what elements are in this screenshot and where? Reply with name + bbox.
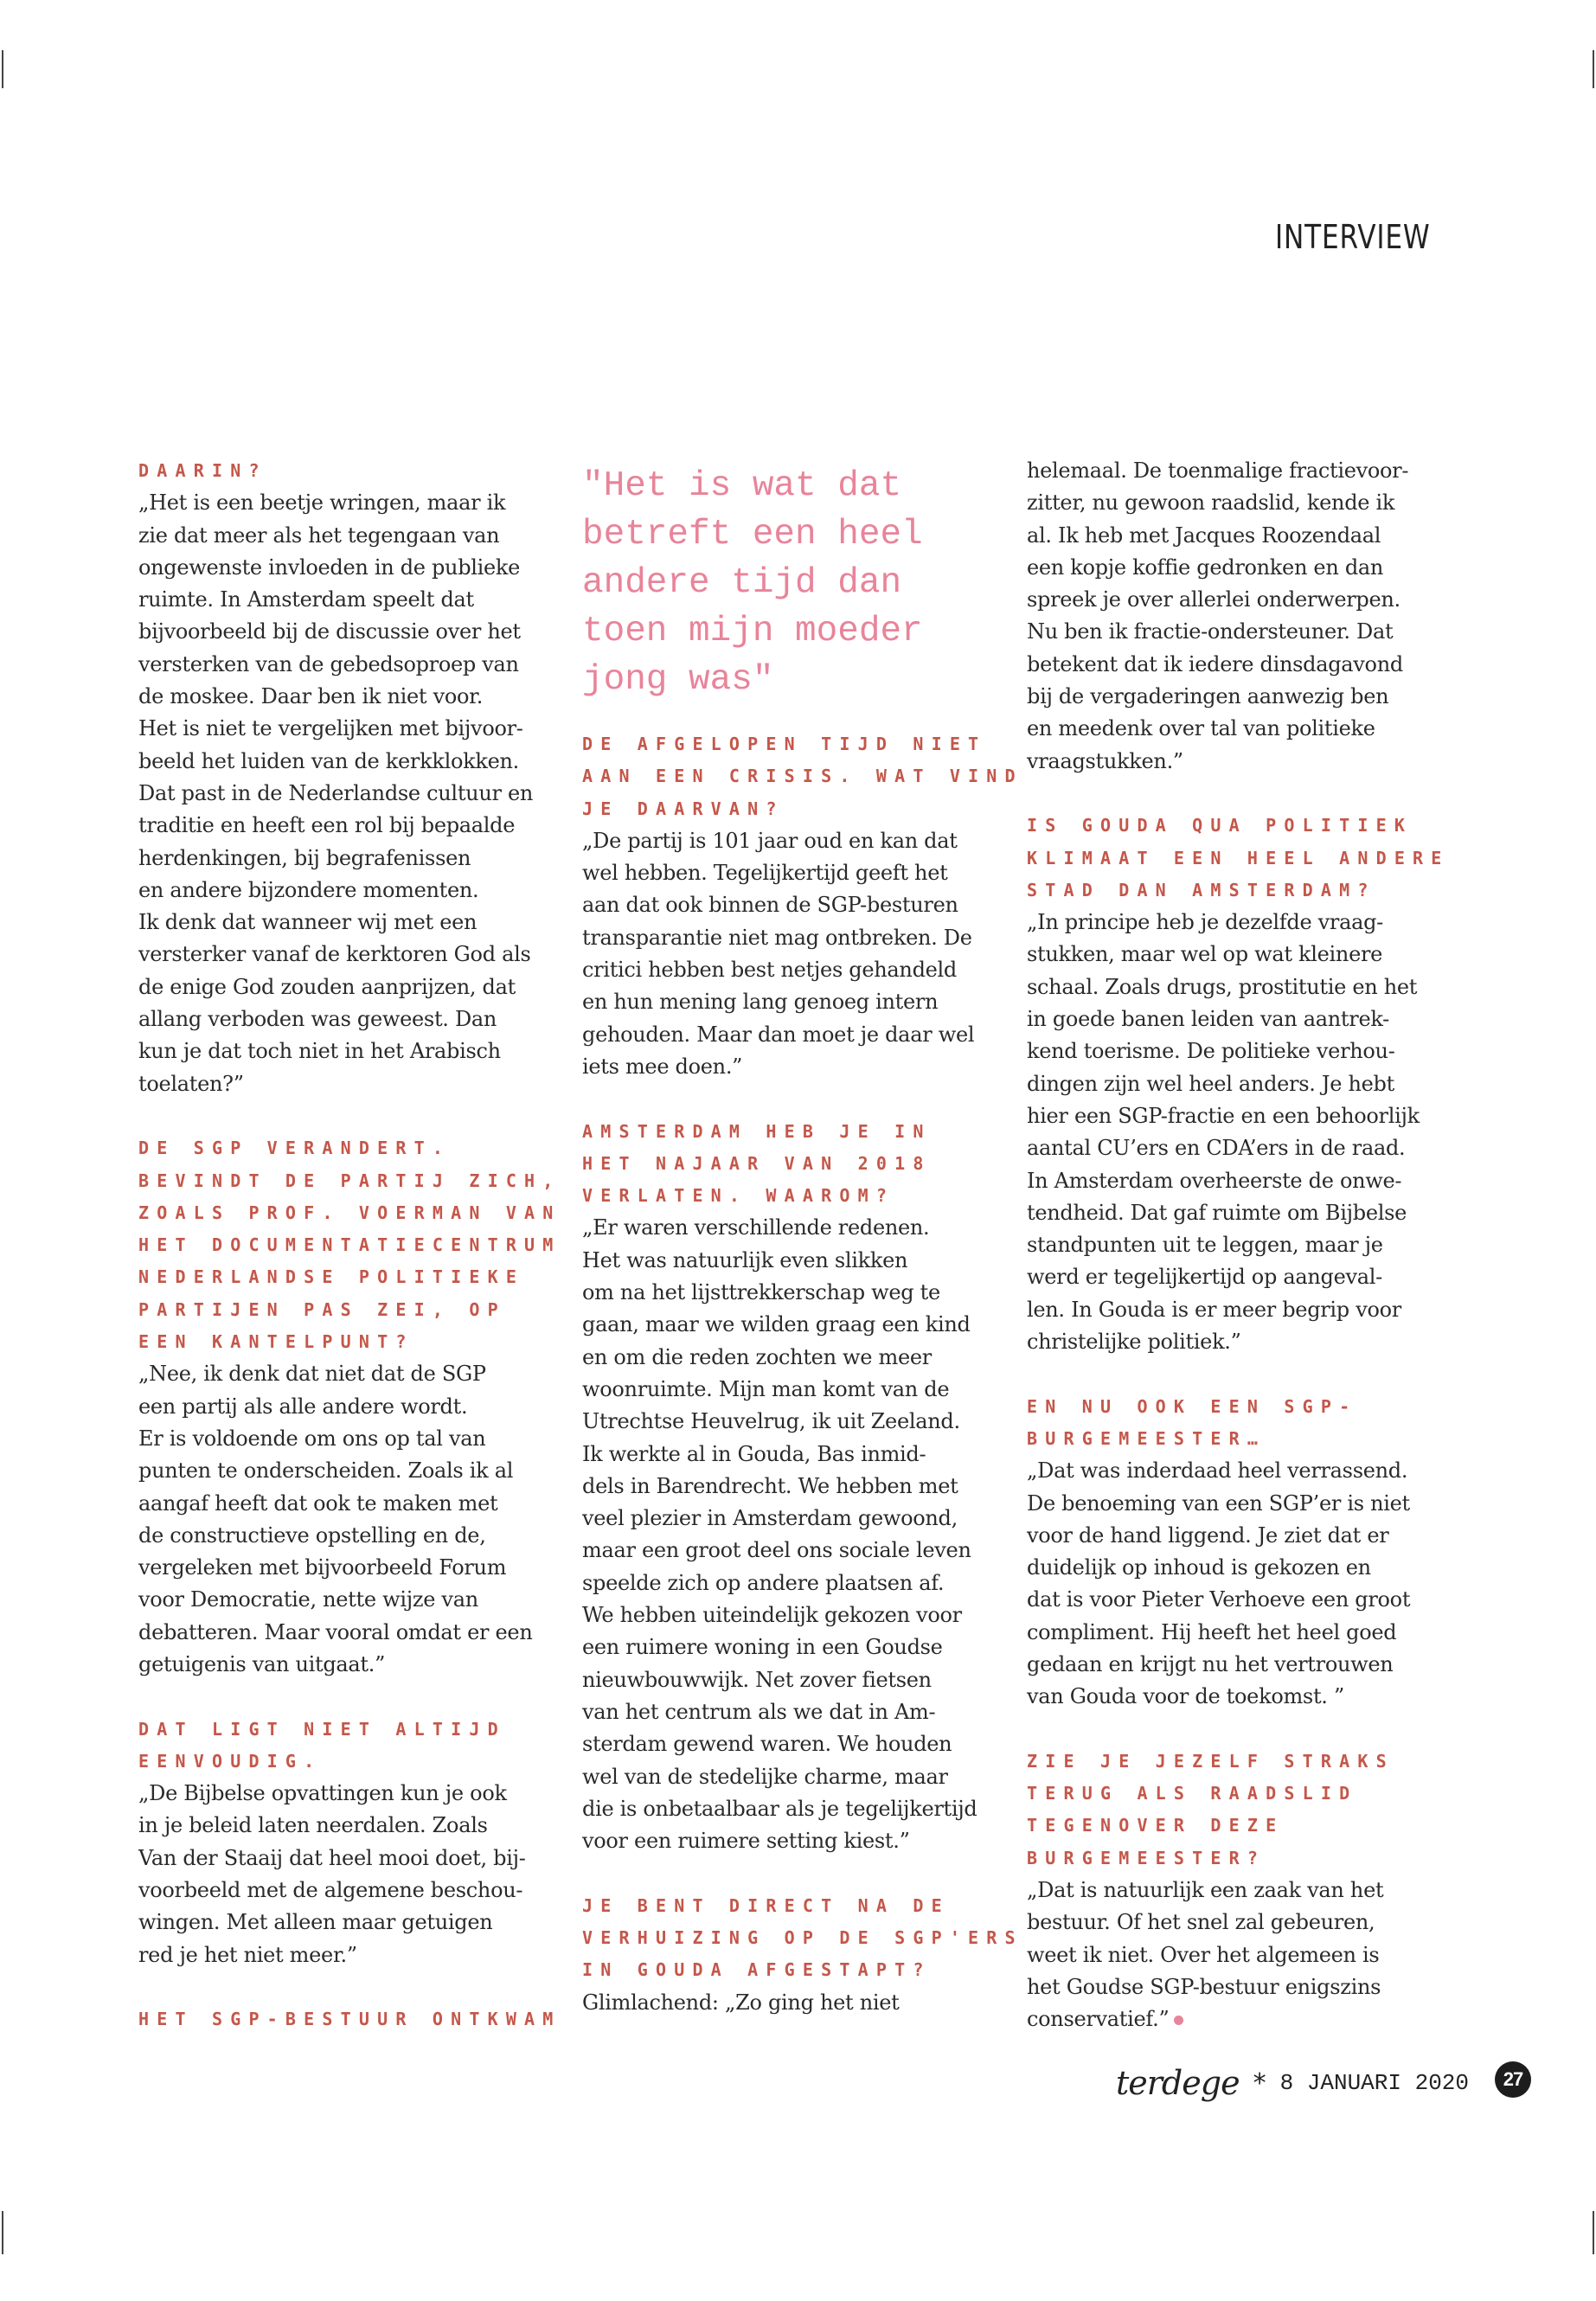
text-line: DAT LIGT NIET ALTIJD bbox=[138, 1718, 506, 1740]
text-line: van het centrum als we dat in Am- bbox=[582, 1699, 936, 1724]
text-line: toelaten?” bbox=[138, 1071, 244, 1096]
text-line: in goede banen leiden van aantrek- bbox=[1027, 1007, 1389, 1032]
text-line: duidelijk op inhoud is gekozen en bbox=[1027, 1555, 1371, 1580]
text-line: BURGEMEESTER… bbox=[1027, 1427, 1266, 1449]
spacer bbox=[138, 1100, 554, 1132]
interview-question bbox=[1027, 1391, 1442, 1456]
text-line: wel hebben. Tegelijkertijd geeft het bbox=[582, 861, 948, 886]
text-line: vergeleken met bijvoorbeeld Forum bbox=[138, 1555, 507, 1580]
spacer bbox=[582, 1857, 997, 1889]
text-line: het Goudse SGP-bestuur enigszins bbox=[1027, 1974, 1381, 1999]
page-number: 27 bbox=[1495, 2061, 1531, 2098]
text-line: de constructieve opstelling en de, bbox=[138, 1522, 486, 1548]
text-line: toen mijn moeder bbox=[582, 612, 923, 651]
magazine-logo: terdege bbox=[1116, 2064, 1240, 2102]
text-line: red je het niet meer.” bbox=[138, 1942, 357, 1967]
crop-mark-bottom-right bbox=[1593, 2211, 1594, 2254]
text-line: voorbeeld met de algemene beschou- bbox=[138, 1878, 523, 1903]
text-line: nieuwbouwwijk. Net zover fietsen bbox=[582, 1667, 932, 1692]
text-line: dingen zijn wel heel anders. Je hebt bbox=[1027, 1071, 1394, 1096]
end-of-article-dot bbox=[1174, 2016, 1183, 2025]
interview-question bbox=[138, 1132, 561, 1358]
article-column-2 bbox=[582, 455, 1023, 2019]
text-line: „Nee, ik denk dat niet dat de SGP bbox=[138, 1362, 486, 1387]
text-line: dat is voor Pieter Verhoeve een groot bbox=[1027, 1587, 1411, 1612]
crop-mark-bottom-left bbox=[2, 2211, 3, 2254]
article-column-1 bbox=[138, 455, 561, 2036]
interview-question bbox=[138, 455, 554, 487]
text-line: gedaan en krijgt nu het vertrouwen bbox=[1027, 1651, 1394, 1676]
text-line: voor de hand liggend. Je ziet dat er bbox=[1027, 1522, 1389, 1548]
text-line: betekent dat ik iedere dinsdagavond bbox=[1027, 651, 1403, 676]
text-line: beeld het luiden van de kerkklokken. bbox=[138, 748, 519, 773]
text-line: voor een ruimere setting kiest.” bbox=[582, 1829, 910, 1854]
text-line: gaan, maar we wilden graag een kind bbox=[582, 1312, 971, 1337]
text-line: wingen. Met alleen maar getuigen bbox=[138, 1910, 493, 1935]
section-label: INTERVIEW bbox=[1275, 218, 1431, 256]
answer-paragraph bbox=[138, 1778, 554, 1971]
text-line: critici hebben best netjes gehandeld bbox=[582, 958, 957, 983]
text-line: veel plezier in Amsterdam gewoond, bbox=[582, 1506, 958, 1531]
text-line: woonruimte. Mijn man komt van de bbox=[582, 1376, 950, 1401]
text-line: BURGEMEESTER? bbox=[1027, 1847, 1266, 1868]
answer-paragraph bbox=[1027, 1455, 1442, 1713]
text-line: STAD DAN AMSTERDAM? bbox=[1027, 879, 1376, 901]
text-line: „De Bijbelse opvattingen kun je ook bbox=[138, 1781, 507, 1806]
text-line: bij de vergaderingen aanwezig ben bbox=[1027, 684, 1389, 709]
text-line: herdenkingen, bij begrafenissen bbox=[138, 845, 471, 870]
text-line: "Het is wat dat bbox=[582, 466, 902, 506]
text-line: speelde zich op andere plaatsen af. bbox=[582, 1570, 945, 1595]
text-line: traditie en heeft een rol bij bepaalde bbox=[138, 813, 516, 838]
text-line: TEGENOVER DEZE bbox=[1027, 1815, 1285, 1836]
text-line: Ik werkte al in Gouda, Bas inmid- bbox=[582, 1441, 926, 1466]
text-line: conservatief.” bbox=[1027, 2003, 1442, 2035]
answer-paragraph bbox=[582, 1212, 997, 1857]
text-line: transparantie niet mag ontbreken. De bbox=[582, 925, 972, 950]
issue-date: 8 JANUARI 2020 bbox=[1279, 2070, 1469, 2096]
text-line: Nu ben ik fractie-ondersteuner. Dat bbox=[1027, 619, 1394, 644]
text-line: Het is niet te vergelijken met bijvoor- bbox=[138, 716, 523, 741]
text-line: VERLATEN. WAAROM? bbox=[582, 1185, 895, 1207]
text-line: Glimlachend: „Zo ging het niet bbox=[582, 1990, 900, 2015]
interview-question bbox=[138, 2003, 561, 2035]
text-line: aangaf heeft dat ook te maken met bbox=[138, 1490, 498, 1516]
text-line: JE BENT DIRECT NA DE bbox=[582, 1894, 950, 1916]
text-line: ruimte. In Amsterdam speelt dat bbox=[138, 587, 474, 612]
text-line: Ik denk dat wanneer wij met een bbox=[138, 910, 478, 935]
text-line: en om die reden zochten we meer bbox=[582, 1344, 932, 1369]
spacer bbox=[138, 1681, 554, 1713]
spacer bbox=[582, 1083, 997, 1115]
text-line: jong was" bbox=[582, 660, 774, 700]
spacer bbox=[1027, 1714, 1442, 1746]
interview-question bbox=[582, 728, 1023, 825]
text-line: Van der Staaij dat heel mooi doet, bij- bbox=[138, 1845, 526, 1870]
text-line: HET DOCUMENTATIECENTRUM bbox=[138, 1234, 561, 1256]
text-line: compliment. Hij heeft het heel goed bbox=[1027, 1619, 1397, 1644]
text-line: dels in Barendrecht. We hebben met bbox=[582, 1473, 958, 1498]
text-line: aantal CU’ers en CDA’ers in de raad. bbox=[1027, 1136, 1406, 1161]
text-line: „Er waren verschillende redenen. bbox=[582, 1215, 930, 1240]
text-line: EENVOUDIG. bbox=[138, 1750, 323, 1772]
text-line: kend toerisme. De politieke verhou- bbox=[1027, 1039, 1395, 1064]
text-line: zitter, nu gewoon raadslid, kende ik bbox=[1027, 490, 1395, 516]
text-line: al. Ik heb met Jacques Roozendaal bbox=[1027, 522, 1381, 548]
spacer bbox=[1027, 778, 1442, 810]
pull-quote bbox=[582, 462, 997, 704]
interview-question bbox=[582, 1116, 997, 1213]
spacer bbox=[1027, 1358, 1442, 1390]
text-line: een partij als alle andere wordt. bbox=[138, 1394, 468, 1419]
answer-paragraph bbox=[138, 1358, 554, 1681]
text-line: voor Democratie, nette wijze van bbox=[138, 1587, 478, 1612]
text-line: getuigenis van uitgaat.” bbox=[138, 1651, 386, 1676]
text-line: hier een SGP-fractie en een behoorlijk bbox=[1027, 1103, 1420, 1128]
text-line: stukken, maar wel op wat kleinere bbox=[1027, 942, 1383, 967]
text-line: en meedenk over tal van politieke bbox=[1027, 716, 1375, 741]
text-line: een kopje koffie gedronken en dan bbox=[1027, 554, 1384, 580]
text-line: versterker vanaf de kerktoren God als bbox=[138, 942, 531, 967]
text-line: sterdam gewend waren. We houden bbox=[582, 1732, 952, 1757]
text-line: EN NU OOK EEN SGP- bbox=[1027, 1395, 1358, 1417]
answer-paragraph bbox=[1027, 455, 1442, 778]
text-line: DAARIN? bbox=[138, 460, 267, 481]
text-line: betreft een heel bbox=[582, 515, 923, 554]
text-line: HET SGP-BESTUUR ONTKWAM bbox=[138, 2009, 561, 2030]
crop-mark-top-right bbox=[1593, 50, 1594, 88]
text-line: en hun mening lang genoeg intern bbox=[582, 990, 939, 1015]
answer-paragraph bbox=[1027, 1875, 1442, 2035]
text-line: kun je dat toch niet in het Arabisch bbox=[138, 1039, 501, 1064]
text-line: aan dat ook binnen de SGP-besturen bbox=[582, 893, 958, 918]
text-line: PARTIJEN PAS ZEI, OP bbox=[138, 1298, 506, 1320]
text-line: die is onbetaalbaar als je tegelijkertijd bbox=[582, 1796, 977, 1821]
text-line: andere tijd dan bbox=[582, 563, 902, 603]
text-line: de enige God zouden aanprijzen, dat bbox=[138, 974, 516, 999]
text-line: punten te onderscheiden. Zoals ik al bbox=[138, 1458, 514, 1484]
text-line: om na het lijsttrekkerschap weg te bbox=[582, 1280, 940, 1305]
answer-paragraph bbox=[138, 487, 554, 1100]
text-line: gehouden. Maar dan moet je daar wel bbox=[582, 1022, 975, 1047]
text-line: IN GOUDA AFGESTAPT? bbox=[582, 1959, 932, 1981]
text-line: ZIE JE JEZELF STRAKS bbox=[1027, 1750, 1394, 1772]
text-line: EEN KANTELPUNT? bbox=[138, 1331, 414, 1353]
text-line: NEDERLANDSE POLITIEKE bbox=[138, 1266, 525, 1288]
text-line: wel van de stedelijke charme, maar bbox=[582, 1764, 948, 1789]
interview-question bbox=[582, 1890, 1023, 1987]
text-line: allang verboden was geweest. Dan bbox=[138, 1007, 497, 1032]
text-line: ongewenste invloeden in de publieke bbox=[138, 554, 521, 580]
interview-question bbox=[1027, 1746, 1442, 1875]
text-line: in je beleid laten neerdalen. Zoals bbox=[138, 1813, 488, 1838]
page-footer bbox=[1116, 2057, 1469, 2109]
article-column-3 bbox=[1027, 455, 1450, 2036]
answer-paragraph bbox=[582, 825, 997, 1083]
text-line: AMSTERDAM HEB JE IN bbox=[582, 1120, 932, 1142]
text-line: „De partij is 101 jaar oud en kan dat bbox=[582, 828, 958, 853]
text-line: debatteren. Maar vooral omdat er een bbox=[138, 1619, 533, 1644]
text-line: spreek je over allerlei onderwerpen. bbox=[1027, 587, 1401, 612]
text-line: De benoeming van een SGP’er is niet bbox=[1027, 1490, 1410, 1516]
text-line: AAN EEN CRISIS. WAT VIND bbox=[582, 766, 1023, 787]
text-line: JE DAARVAN? bbox=[582, 798, 785, 819]
text-line: „Dat is natuurlijk een zaak van het bbox=[1027, 1878, 1384, 1903]
text-line: TERUG ALS RAADSLID bbox=[1027, 1783, 1358, 1804]
text-line: werd er tegelijkertijd op aangeval- bbox=[1027, 1265, 1382, 1290]
text-line: Het was natuurlijk even slikken bbox=[582, 1247, 908, 1272]
answer-paragraph bbox=[1027, 907, 1442, 1358]
spacer bbox=[138, 1971, 554, 2003]
text-line: tendheid. Dat gaf ruimte om Bijbelse bbox=[1027, 1200, 1407, 1225]
spacer bbox=[582, 704, 997, 728]
text-line: VERHUIZING OP DE SGP'ERS bbox=[582, 1926, 1023, 1948]
text-line: „Dat was inderdaad heel verrassend. bbox=[1027, 1458, 1408, 1484]
text-line: vraagstukken.” bbox=[1027, 748, 1183, 773]
interview-question bbox=[138, 1714, 554, 1779]
text-line: len. In Gouda is er meer begrip voor bbox=[1027, 1297, 1401, 1322]
crop-mark-top-left bbox=[2, 50, 3, 88]
text-line: BEVINDT DE PARTIJ ZICH, bbox=[138, 1170, 561, 1191]
text-line: DE SGP VERANDERT. bbox=[138, 1138, 452, 1159]
text-line: en andere bijzondere momenten. bbox=[138, 877, 479, 902]
text-line: christelijke politiek.” bbox=[1027, 1330, 1241, 1355]
text-line: „Het is een beetje wringen, maar ik bbox=[138, 490, 506, 516]
text-line: de moskee. Daar ben ik niet voor. bbox=[138, 684, 484, 709]
text-line: bestuur. Of het snel zal gebeuren, bbox=[1027, 1910, 1375, 1935]
text-line: weet ik niet. Over het algemeen is bbox=[1027, 1942, 1380, 1967]
text-line: schaal. Zoals drugs, prostitutie en het bbox=[1027, 974, 1418, 999]
asterisk-separator: * bbox=[1253, 2067, 1266, 2099]
text-line: Er is voldoende om ons op tal van bbox=[138, 1426, 486, 1451]
text-line: KLIMAAT EEN HEEL ANDERE bbox=[1027, 847, 1450, 868]
text-line: DE AFGELOPEN TIJD NIET bbox=[582, 734, 987, 754]
text-line: IS GOUDA QUA POLITIEK bbox=[1027, 815, 1413, 836]
text-line: van Gouda voor de toekomst. ” bbox=[1027, 1684, 1344, 1709]
text-line: helemaal. De toenmalige fractievoor- bbox=[1027, 458, 1409, 483]
text-line: iets mee doen.” bbox=[582, 1054, 743, 1079]
text-line: maar een groot deel ons sociale leven bbox=[582, 1538, 971, 1563]
text-line: In Amsterdam overheerste de onwe- bbox=[1027, 1168, 1402, 1193]
text-line: Dat past in de Nederlandse cultuur en bbox=[138, 780, 534, 805]
text-line: We hebben uiteindelijk gekozen voor bbox=[582, 1603, 962, 1628]
text-line: „In principe heb je dezelfde vraag- bbox=[1027, 910, 1383, 935]
text-line: een ruimere woning in een Goudse bbox=[582, 1635, 943, 1660]
answer-paragraph bbox=[582, 1987, 997, 2019]
text-line: zie dat meer als het tegengaan van bbox=[138, 522, 500, 548]
text-line: versterken van de gebedsoproep van bbox=[138, 651, 519, 676]
text-line: standpunten uit te leggen, maar je bbox=[1027, 1233, 1383, 1258]
text-line: bijvoorbeeld bij de discussie over het bbox=[138, 619, 521, 644]
text-line: HET NAJAAR VAN 2018 bbox=[582, 1152, 932, 1174]
text-line: Utrechtse Heuvelrug, ik uit Zeeland. bbox=[582, 1409, 960, 1434]
text-line: ZOALS PROF. VOERMAN VAN bbox=[138, 1202, 561, 1223]
interview-question bbox=[1027, 810, 1450, 907]
